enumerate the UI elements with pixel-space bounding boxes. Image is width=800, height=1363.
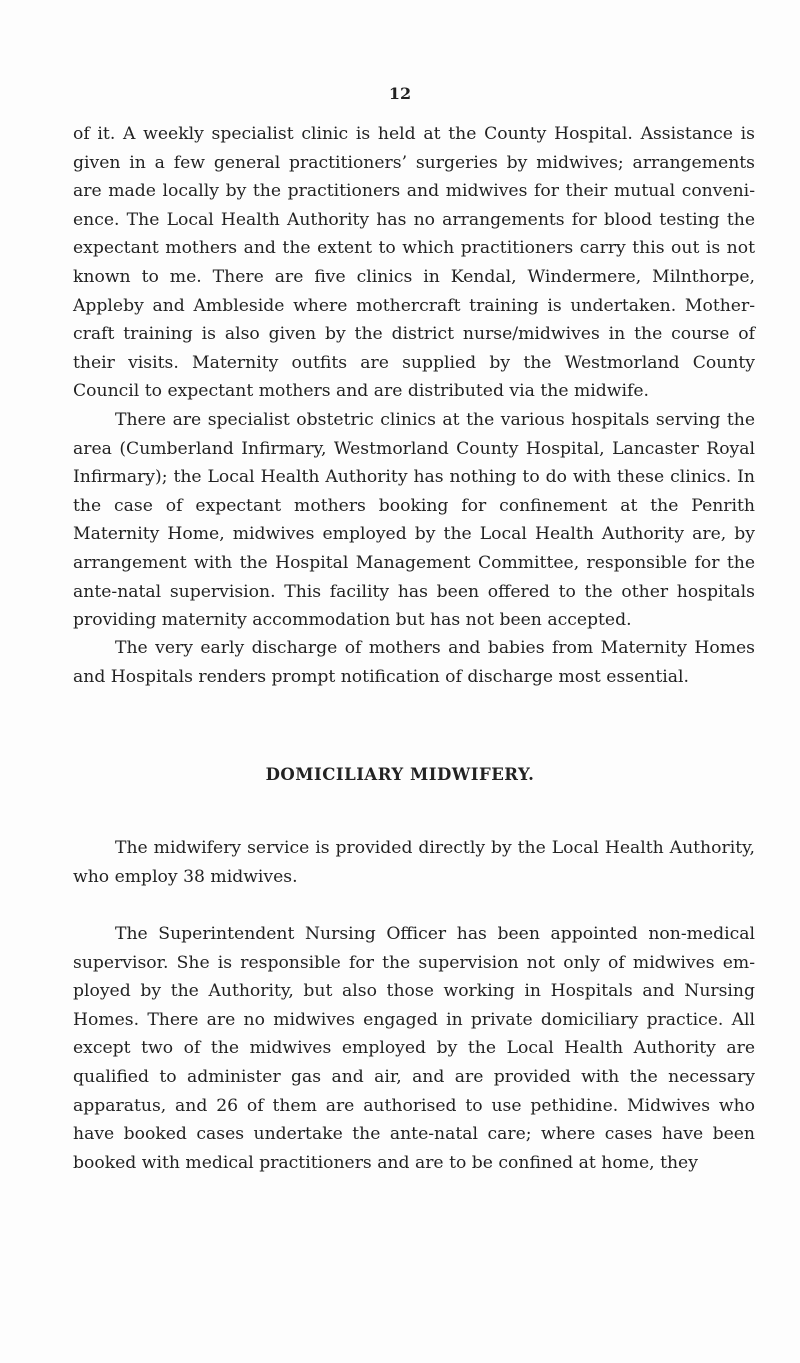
paragraph-text: The midwifery service is provided directly by the Local Health Authority, who employ 38 midwives.	[73, 838, 755, 887]
paragraph-3	[73, 634, 755, 691]
paragraph-4	[73, 834, 755, 891]
paragraph-text: The Superintendent Nursing Officer has been appointed non-medical supervisor. She is responsible for the supervision not only of midwives employed by the Authority, but also those working in Hospitals and Nursing Homes. There are no midwives engaged in private domiciliary practice. All except two of the midwives employed by the Local Health Authority are qualified to administer gas and air, and are provided with the necessary apparatus, and 26 of them are authorised to use pethidine. Midwives who have booked cases undertake the ante-natal care; where cases have been booked with medical practitioners and are to be confined at home, they	[73, 924, 755, 1173]
paragraph-5	[73, 920, 755, 1177]
paragraph-text: There are specialist obstetric clinics at the various hospitals serving the area (Cumberland Infirmary, Westmorland County Hospital, Lancaster Royal Infirmary); the Local Health Authority has nothing to do with these clinics. In the case of expectant mothers booking for confinement at the Penrith Maternity Home, midwives employed by the Local Health Authority are, by arrangement with the Hospital Management Committee, responsible for the ante-natal supervision. This facility has been offered to the other hospitals providing maternity accommodation but has not been accepted.	[73, 410, 755, 631]
section-heading: DOMICILIARY MIDWIFERY.	[265, 765, 535, 784]
paragraph-text: The very early discharge of mothers and babies from Maternity Homes and Hospitals renders prompt notification of discharge most essential.	[73, 638, 755, 687]
paragraph-2	[73, 406, 755, 635]
page-number: 12	[388, 84, 412, 103]
paragraph-1: of it. A weekly specialist clinic is held at the County Hospital. Assistance is given in a few general practitioners’ surgeries by midwives; arrangements are made locally by the practitioners and midwives for their mutual convenience. The Local Health Authority has no arrangements for blood testing the expectant mothers and the extent to which practitioners carry this out is not known to me. There are five clinics in Kendal, Windermere, Milnthorpe, Appleby and Ambleside where mothercraft training is undertaken. Mothercraft training is also given by the district nurse/midwives in the course of their visits. Maternity outfits are supplied by the Westmorland County Council to expectant mothers and are distributed via the midwife.	[73, 124, 755, 402]
